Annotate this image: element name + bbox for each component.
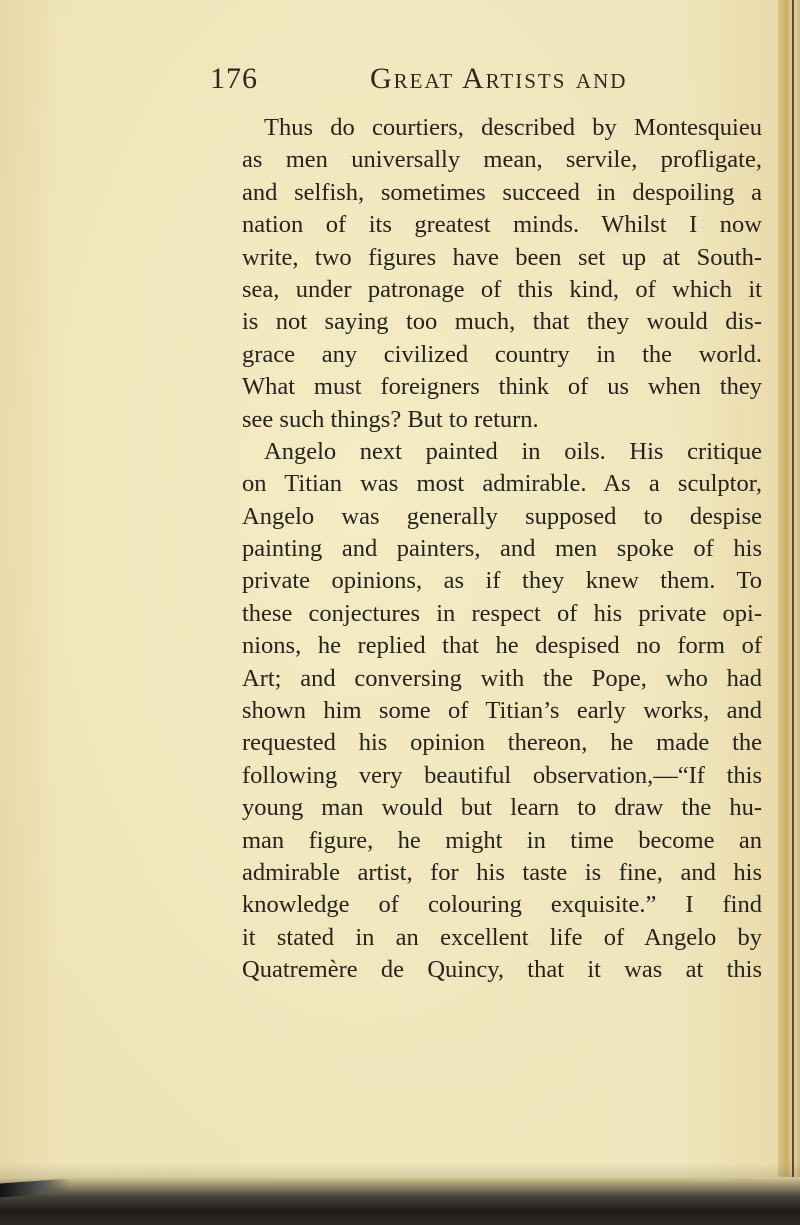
text-line: Thus do courtiers, described by Montesquieu: [264, 114, 762, 141]
text-line: Art; and conversing with the Pope, who had: [242, 664, 762, 692]
text-line: requested his opinion thereon, he made the: [242, 729, 762, 757]
text-line: is not saying too much, that they would dis-: [242, 308, 762, 336]
text-line: Quatremère de Quincy, that it was at this: [242, 956, 762, 984]
text-line: Angelo was generally supposed to despise: [242, 502, 762, 530]
text-line: grace any civilized country in the world.: [242, 340, 762, 368]
text-line: shown him some of Titian’s early works, and: [242, 697, 762, 725]
bottom-cover-strip: [0, 1177, 800, 1225]
running-head: Great Artists and: [370, 62, 628, 95]
text-line: and selfish, sometimes succeed in despoiling a: [242, 178, 762, 206]
text-line: nation of its greatest minds. Whilst I now: [242, 211, 762, 239]
text-line: as men universally mean, servile, profligate,: [242, 146, 762, 174]
text-line: nions, he replied that he despised no form of: [242, 632, 762, 660]
page-header: [210, 62, 750, 106]
text-line: these conjectures in respect of his private opi-: [242, 599, 762, 627]
text-line: young man would but learn to draw the hu-: [242, 794, 762, 822]
text-line: on Titian was most admirable. As a sculptor,: [242, 470, 762, 498]
text-line: What must foreigners think of us when they: [242, 373, 762, 401]
page-stack-edge: [778, 0, 800, 1225]
text-line: it stated in an excellent life of Angelo by: [242, 923, 762, 951]
text-line: man figure, he might in time become an: [242, 826, 762, 854]
binding-edge-line: [792, 0, 794, 1225]
page-number: 176: [210, 62, 258, 95]
text-line: sea, under patronage of this kind, of which it: [242, 275, 762, 303]
text-line: knowledge of colouring exquisite.” I find: [242, 891, 762, 919]
text-line: private opinions, as if they knew them. To: [242, 567, 762, 595]
body-text: [242, 112, 762, 987]
text-line: Angelo next painted in oils. His critique: [264, 437, 762, 465]
text-line: write, two figures have been set up at South-: [242, 243, 762, 271]
text-line: following very beautiful observation,—“If this: [242, 761, 762, 789]
text-line: admirable artist, for his taste is fine, and his: [242, 858, 762, 886]
text-line: painting and painters, and men spoke of his: [242, 535, 762, 563]
text-line: see such things? But to return.: [242, 405, 539, 433]
